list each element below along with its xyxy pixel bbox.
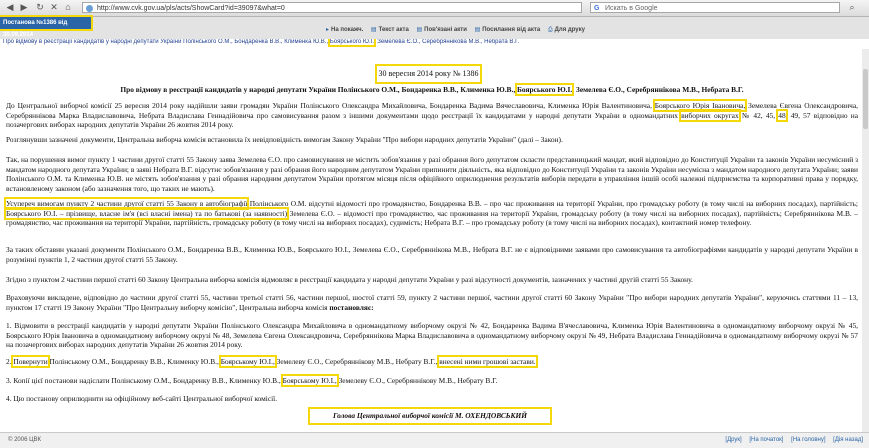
- footer-top-link[interactable]: [На початок]: [749, 437, 784, 443]
- paragraph-10: 3. Копії цієї постанови надіслати Полінському О.М., Бондаренку В.В., Клименку Ю.В., Боярському Ю.І., Земелеву Є.О., Серебряннікову М.В., Небрату В.Г.: [6, 376, 498, 385]
- reload-icon[interactable]: ↻: [36, 2, 44, 12]
- header-links: [326, 26, 591, 34]
- related-icon: ▤: [416, 27, 423, 33]
- index-icon: ▸: [326, 27, 330, 33]
- paragraph-7: Враховуючи викладене, відповідно до частини другої статті 55, частини третьої статті 56, частини першої, шостої статті 59, пункту 2 частини першої, частини другої статті 60 Закону України "Про вибори народних депутатів України", керуючись статтями 11 – 13, пунктом 17 статті 19 Закону України "Про Центральну виборчу комісію", Центральна виборча комісія постановляє:: [6, 293, 858, 312]
- link-index[interactable]: ▸ На покажч.: [326, 27, 364, 33]
- paragraph-8: 1. Відмовити в реєстрації кандидатів у народні депутати України Полінського Олександра Михайловича в одномандатному виборчому окрузі № 42, Бондаренка Вадима В'ячеславовича, Клименка Юрія Валентиновича в одномандатному виборчому окрузі № 45, Боярського Юрія Івановича в одномандатному виборчому окрузі № 48, Земелева Євгена Олександровича, Серебряннікова Марка Владиславовича в одномандатному виборчому окрузі № 49, Небрата Владислава Геннадійовича в одномандатному виборчому окрузі № 57 на позачергових виборах народних депутатів України 26 жовтня 2014 року.: [6, 321, 858, 350]
- refs-icon: ▤: [474, 27, 481, 33]
- paragraph-9: 2. Повернути Полінському О.М., Бондаренку В.В., Клименку Ю.В., Боярському Ю.І., Земелеву Є.О., Серебряннікову М.В., Небрату В.Г., внесені ними грошові застави.: [6, 357, 536, 366]
- scrollbar-thumb[interactable]: [863, 69, 868, 129]
- paragraph-2: Розглянувши зазначені документи, Центральна виборча комісія встановила їх невідповідність вимогам Закону України "Про вибори народних депутатів України" (далі – Закон).: [6, 135, 563, 144]
- paragraph-6: Згідно з пунктом 2 частини першої статті 60 Закону Центральна виборча комісія відмовляє в реєстрації кандидата у народні депутати України у разі відсутності документів, зазначених у частині другій статті 55 Закону.: [6, 275, 693, 284]
- paragraph-11: 4. Цю постанову оприлюднити на офіційному веб-сайті Центральної виборчої комісії.: [6, 394, 278, 403]
- forward-icon[interactable]: ▶: [20, 2, 28, 12]
- doc-title: Про відмову в реєстрації кандидатів у народні депутати України Полінського О.М., Бондаренка В.В., Клименка Ю.В., Боярського Ю.І., Земелева Є.О., Серебряннікова М.В., Небрата В.Г.: [120, 85, 744, 94]
- home-icon[interactable]: ⌂: [65, 2, 71, 12]
- footer-back-link[interactable]: [Дiя назад]: [833, 437, 863, 443]
- search-placeholder: Искать в Google: [605, 5, 658, 12]
- paragraph-3: Так, на порушення вимог пункту 1 частини другої статті 55 Закону заява Земелева Є.О. про самовисування не містить зобов'язання у разі обрання його депутатом скласти представницький мандат, який відповідно до Конституції України та законів України несумісний з мандатом народного депутата України; в заяві Небрата В.Г. відсутнє зобов'язання у разі обрання його народним депутатом України припинити діяльність, яка відповідно до Конституції України та законів України несумісна з мандатом народного депутата України; заяви Полінського О.М. та Клименка Ю.В. не містять зобов'язання у разі обрання народним депутатом України протягом місяця після офіційного оприлюднення результатів виборів передати в управління іншій особі належні підприємства та корпоративні права у порядку, встановленому законом (або зазначення того, що таких не мають).: [6, 155, 858, 193]
- breadcrumb-name: Боярського Ю.І.: [329, 39, 374, 45]
- paragraph-1: До Центральної виборчої комісії 25 вересня 2014 року надійшли заяви громадян України Полінського Олександра Михайловича, Бондаренка Вадима Вячеславовича, Клименка Юрія Валентиновича, Боярського Юрія Івановича, Земелева Євгена Олександровича, Серебряннікова Марка Владиславовича, Небрата Владислава Геннадійовича про самовисування разом з іншими документами щодо реєстрації їх кандидатами у народні депутати України в одномандатних виборчих округах № 42, 45, 48, 49, 57 відповідно на позачергових виборах народних депутатів України 26 жовтня 2014 року.: [6, 101, 859, 130]
- search-go-icon[interactable]: ⌕: [849, 2, 855, 12]
- link-text[interactable]: ▤ Текст акта: [370, 27, 409, 33]
- site-favicon-icon: [86, 5, 93, 12]
- search-box[interactable]: [590, 2, 840, 13]
- footer-links: [719, 437, 863, 443]
- paragraph-5: За таких обставин указані документи Полінського О.М., Бондаренка В.В., Клименка Ю.В., Боярського Ю.І., Земелева Є.О., Серебряннікова М.В., Небрата В.Г. не є відповідними заявами про самовисування та автобіографіями кандидатів у народні депутати України в розумінні пунктів 1, 2 частини другої статті 55 Закону.: [6, 245, 858, 264]
- footer-print-link[interactable]: [Друк]: [725, 437, 742, 443]
- link-print[interactable]: ⎙ Для друку: [547, 27, 585, 33]
- copyright-text: © 2006 ЦВК: [8, 437, 42, 443]
- link-related[interactable]: ▤ Пов'язані акти: [416, 27, 467, 33]
- breadcrumb: Про відмову в реєстрації кандидатів у народні депутати України Полінського О.М., Бондаренка В.В., Клименка Ю.В., Боярського Ю.І., Земелева Є.О., Серебряннікова М.В., Небрата В.Г.: [3, 39, 520, 45]
- back-icon[interactable]: ◀: [6, 2, 14, 12]
- address-bar[interactable]: [82, 2, 582, 13]
- vertical-scrollbar[interactable]: [862, 49, 869, 432]
- document-body: [0, 49, 862, 432]
- text-icon: ▤: [370, 27, 377, 33]
- footer-home-link[interactable]: [На головну]: [791, 437, 826, 443]
- google-icon: G: [594, 5, 600, 12]
- signature-line: Голова Центральної виборчої комісії М. ОХЕНДОВСЬКИЙ: [310, 409, 550, 423]
- doc-tab[interactable]: Постанова №1386 від 30.09.2014: [0, 17, 91, 29]
- link-refs[interactable]: ▤ Посилання від акта: [474, 27, 541, 33]
- url-text: http://www.cvk.gov.ua/pls/acts/ShowCard?id=39097&what=0: [97, 5, 285, 12]
- date-line: 30 вересня 2014 року № 1386: [377, 66, 480, 82]
- stop-icon[interactable]: ✕: [50, 2, 58, 12]
- browser-toolbar: [0, 0, 869, 17]
- page-footer: [0, 432, 869, 448]
- paragraph-4: Усупереч вимогам пункту 2 частини другої статті 55 Закону в автобіографії Полінського О.М. відсутні відомості про громадянство, Бондаренка В.В. – про час проживання на території України, про громадську роботу (в тому числі на виборних посадах), партійність; Боярського Ю.І. – прізвище, власне ім'я (всі власні імена) та по батькові (за наявності) Земелева Є.О. – відомості про громадянство, час проживання на території України, громадську роботу (в тому числі на виборних посадах), партійність; Серебряннікова М.В. – громадянство, час проживання на території України, партійність, громадську роботу (в тому числі на виборних посадах), судимість; Небрата В.Г. – про громадську роботу (в тому числі на виборних посадах), контактний номер телефону.: [6, 199, 858, 228]
- print-icon: ⎙: [547, 27, 553, 33]
